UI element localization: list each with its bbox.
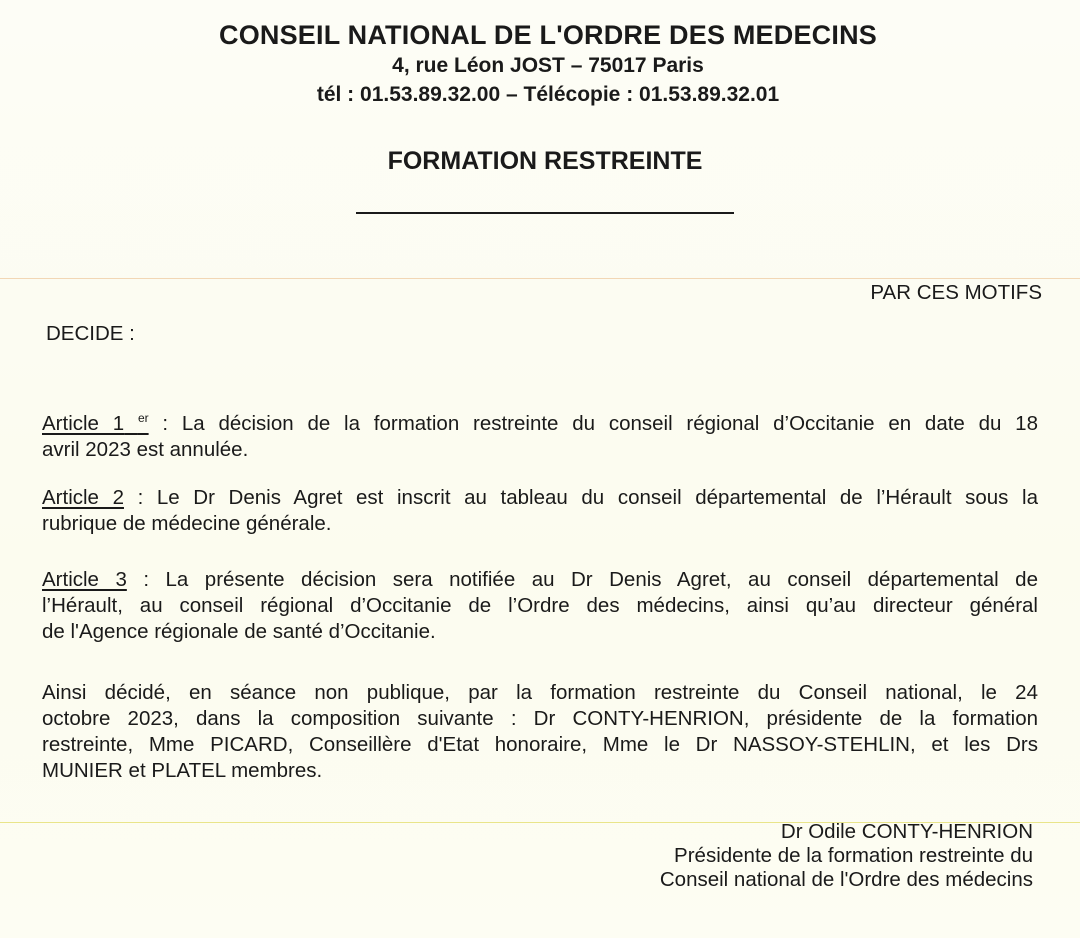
article-2-label: Article 2 — [42, 486, 124, 509]
formation-title: FORMATION RESTREINTE — [387, 147, 703, 175]
article-1-label: Article 1 $^{er}$ — [42, 411, 149, 435]
motifs-heading: PAR CES MOTIFS — [870, 281, 1042, 304]
article-3-label: Article 3 — [42, 568, 127, 591]
signatory-name: Dr Odile CONTY-HENRION — [780, 820, 1033, 843]
organization-phone: tél : 01.53.89.32.00 – Télécopie : 01.53.89.32.01 — [316, 83, 780, 106]
article-1: Article 1 $^{er}$ : La décision de la formation restreinte du conseil régional d’Occitanie en date du 18 avril 2023 est annulée. — [42, 411, 1038, 461]
article-2: Article 2 : Le Dr Denis Agret est inscrit au tableau du conseil départemental de l’Hérault sous la rubrique de médecine générale. — [42, 486, 1038, 535]
page-fold-line — [0, 278, 1080, 279]
signatory-role-line-2: Conseil national de l'Ordre des médecins — [659, 868, 1033, 891]
article-3: Article 3 : La présente décision sera notifiée au Dr Denis Agret, au conseil départemental de l’Hérault, au conseil régional d’Occitanie de l’Ordre des médecins, ainsi qu’au directeur général de l'Agence régionale de santé d’Occitanie. — [42, 568, 1038, 643]
signature-block — [660, 820, 1033, 892]
decision-paragraph: Ainsi décidé, en séance non publique, par la formation restreinte du Conseil national, le 24 octobre 2023, dans la composition suivante : Dr CONTY-HENRION, présidente de la formation restreinte, Mme PICARD, Conseillère d'Etat honoraire, Mme le Dr NASSOY-STEHLIN, et les Drs MUNIER et PLATEL membres. — [42, 681, 1038, 782]
organization-address: 4, rue Léon JOST – 75017 Paris — [392, 54, 704, 77]
title-underline — [356, 212, 734, 214]
organization-name: CONSEIL NATIONAL DE L'ORDRE DES MEDECINS — [219, 20, 877, 50]
decide-heading: DECIDE : — [46, 322, 135, 345]
signatory-role-line-1: Présidente de la formation restreinte du — [674, 844, 1033, 867]
letterhead — [0, 18, 1080, 110]
